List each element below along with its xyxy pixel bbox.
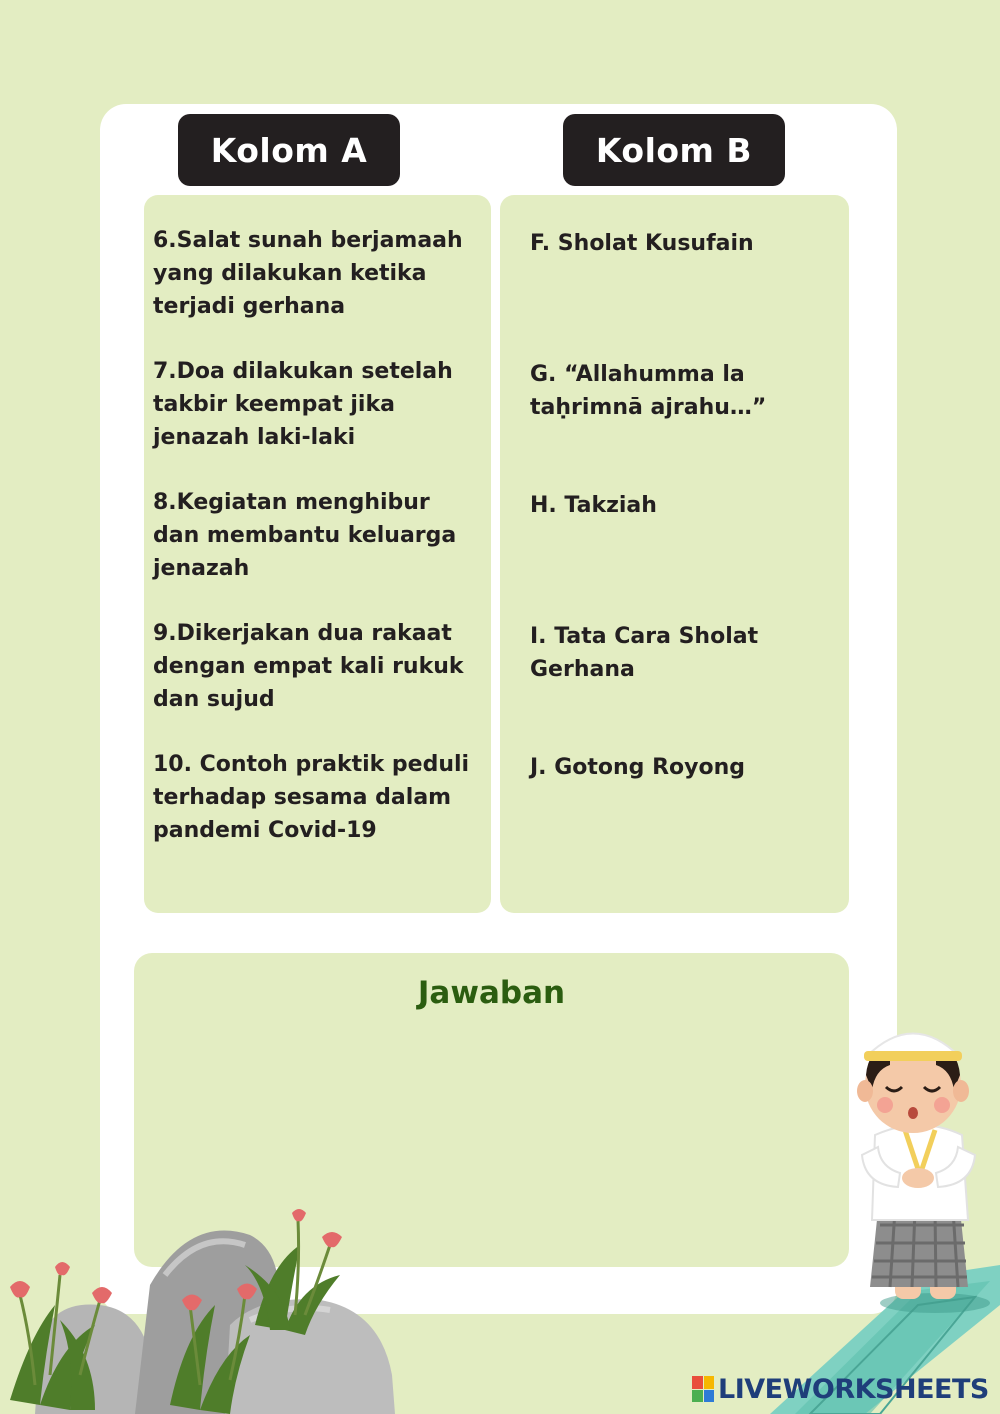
kolom-b-item-f: F. Sholat Kusufain [530, 231, 754, 256]
rocks-and-flowers-illustration [0, 1205, 400, 1414]
answer-title: Jawaban [417, 975, 566, 1011]
kolom-a-header: Kolom A [178, 114, 400, 186]
kolom-a-item-9: 9.Dikerjakan dua rakaat dengan empat kali rukuk dan sujud [153, 621, 464, 712]
kolom-b-header: Kolom B [563, 114, 785, 186]
kolom-a-item-6: 6.Salat sunah berjamaah yang dilakukan ketika terjadi gerhana [153, 228, 463, 319]
kolom-b-item-h: H. Takziah [530, 493, 657, 518]
kolom-b-item-i: I. Tata Cara Sholat Gerhana [530, 624, 759, 682]
liveworksheets-logo-icon [692, 1376, 714, 1402]
praying-boy-illustration [770, 1015, 1000, 1414]
liveworksheets-brand-text: LIVEWORKSHEETS [718, 1373, 989, 1405]
kolom-b-item-j: J. Gotong Royong [530, 755, 745, 780]
kolom-a-item-8: 8.Kegiatan menghibur dan membantu keluarga jenazah [153, 490, 457, 581]
kolom-b-panel [500, 195, 849, 913]
kolom-a-item-10: 10. Contoh praktik peduli terhadap sesama dalam pandemi Covid-19 [153, 752, 470, 843]
liveworksheets-brand [692, 1371, 989, 1407]
kolom-a-item-7: 7.Doa dilakukan setelah takbir keempat jika jenazah laki-laki [153, 359, 453, 450]
kolom-b-item-g: G. “Allahumma la taḥrimnā ajrahu…” [530, 362, 767, 420]
